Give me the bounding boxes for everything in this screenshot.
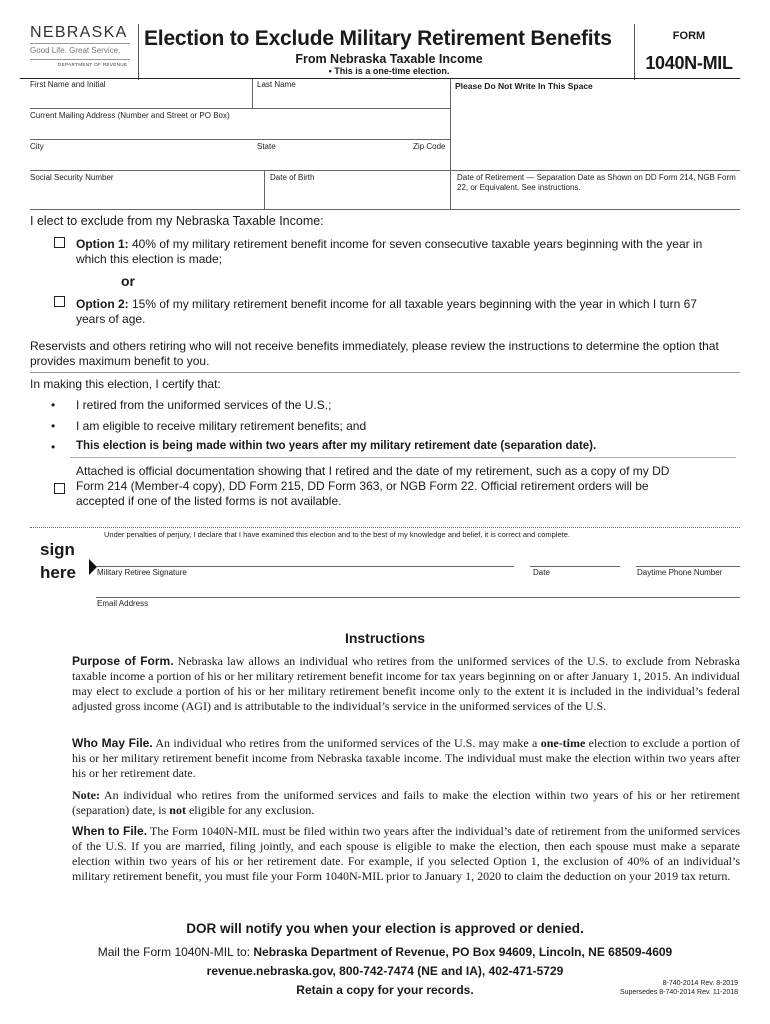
last-name-field[interactable] <box>256 90 448 107</box>
phone-field[interactable] <box>636 548 740 566</box>
documentation-checkbox[interactable] <box>54 483 65 494</box>
zip-label: Zip Code <box>413 142 446 151</box>
option2-checkbox[interactable] <box>54 296 65 307</box>
mail-address: Nebraska Department of Revenue, PO Box 94609, Lincoln, NE 68509-4609 <box>253 945 673 959</box>
logo-department: DEPARTMENT OF REVENUE <box>58 62 128 67</box>
who-may-file-label: Who May File. <box>72 736 153 750</box>
email-label: Email Address <box>97 599 149 608</box>
logo-tagline: Good Life. Great Service. <box>30 46 121 55</box>
signature-field[interactable] <box>96 548 514 566</box>
retirement-date-field[interactable] <box>457 194 737 208</box>
option2-text: Option 2: 15% of my military retirement benefit income for all taxable years beginning with the year in which I turn 67 years of age. <box>76 297 697 326</box>
certify-item-2: I am eligible to receive military retirement benefits; and <box>76 419 367 433</box>
ssn-field[interactable] <box>30 185 260 207</box>
mail-prefix: Mail the Form 1040N-MIL to: <box>97 945 254 959</box>
note-paragraph: Note: An individual who retires from the uniformed services and fails to make the election within two years of his or her retirement (separation) date, is not eligible for any exclusion. <box>72 788 740 817</box>
contact-line: revenue.nebraska.gov, 800-742-7474 (NE and IA), 402-471-5729 <box>206 964 564 978</box>
city-label: City <box>30 142 44 151</box>
last-name-label: Last Name <box>257 80 296 89</box>
certify-intro: In making this election, I certify that: <box>30 377 221 391</box>
election-intro: I elect to exclude from my Nebraska Taxable Income: <box>30 214 324 228</box>
zip-field[interactable] <box>410 152 448 169</box>
do-not-write-label: Please Do Not Write In This Space <box>455 81 593 91</box>
documentation-text: Attached is official documentation showing that I retired and the date of my retirement, such as a copy of my DD Form 214 (Member-4 copy), DD Form 215, DD Form 363, or NGB Form 22. Official retirement orders will be accepted if one of the listed forms is not available. <box>76 464 670 508</box>
note-label: Note: <box>72 788 100 802</box>
retirement-date-label: Date of Retirement — Separation Date as Shown on DD Form 214, NGB Form 22, or Equivalent. See instructions. <box>457 173 736 192</box>
address-label: Current Mailing Address (Number and Street or PO Box) <box>30 111 230 120</box>
notify-statement: DOR will notify you when your election is approved or denied. <box>186 921 584 936</box>
option1-text: Option 1: 40% of my military retirement benefit income for seven consecutive taxable years beginning with the year in which this election is made; <box>76 237 703 266</box>
dob-field[interactable] <box>270 185 446 207</box>
when-to-file-label: When to File. <box>72 824 148 838</box>
form-title: Election to Exclude Military Retirement Benefits <box>144 27 612 50</box>
address-field[interactable] <box>30 121 448 138</box>
city-field[interactable] <box>30 152 250 169</box>
dob-label: Date of Birth <box>270 173 315 182</box>
option1-checkbox[interactable] <box>54 237 65 248</box>
revision-number: 8-740-2014 Rev. 8-2019 <box>662 980 738 987</box>
certify-bullet: • <box>51 398 56 412</box>
perjury-statement: Under penalties of perjury, I declare that I have examined this election and to the best of my knowledge and belief, it is correct and complete. <box>104 530 570 539</box>
option2-label: Option 2: <box>76 297 129 311</box>
first-name-label: First Name and Initial <box>30 80 106 89</box>
form-number: 1040N-MIL <box>645 53 733 73</box>
who-may-file-paragraph: Who May File. An individual who retires from the uniformed services of the U.S. may make a one-time election to exclude a portion of his or her military retirement benefit income from Nebraska taxable income. The individual must make the election within two years after his or her retirement date. <box>72 736 740 780</box>
date-label: Date <box>533 568 550 577</box>
first-name-field[interactable] <box>30 90 250 107</box>
state-label: State <box>257 142 276 151</box>
state-field[interactable] <box>256 152 406 169</box>
here-word: here <box>40 563 76 582</box>
purpose-paragraph: Purpose of Form. Nebraska law allows an individual who retires from the uniformed services of the U.S. to exclude from Nebraska taxable income a portion of his or her military retirement benefit income for tax years beginning on or after January 1, 2015. An individual may elect to exclude a portion of his or her military retirement benefit income only to the extent it is included in the individual’s federal adjusted gross income (AGI) and is attributable to the individual’s service in the uniformed services of the U.S. <box>72 654 740 713</box>
phone-label: Daytime Phone Number <box>637 568 723 577</box>
logo-word: NEBRASKA <box>30 24 128 41</box>
signature-label: Military Retiree Signature <box>97 568 187 577</box>
ssn-label: Social Security Number <box>30 173 114 182</box>
certify-bullet: • <box>51 440 56 454</box>
form-subtitle: From Nebraska Taxable Income <box>295 52 483 66</box>
form-label: FORM <box>672 30 706 42</box>
one-time-note: • This is a one-time election. <box>328 66 450 76</box>
sign-word: sign <box>40 540 75 559</box>
date-field[interactable] <box>530 548 620 566</box>
mail-line <box>0 945 770 959</box>
when-to-file-paragraph: When to File. The Form 1040N-MIL must be filed within two years after the individual’s date of retirement from the uniformed services of the U.S. If you are married, filing jointly, and each spouse is eligible to make the election, then each spouse must make a separate election within two years of his or her retirement date. For example, if you selected Option 1, the exclusion of 40% of an individual’s military retirement benefit, you must file your Form 1040N-MIL prior to January 1, 2020 to claim the deduction on your 2019 tax return. <box>72 824 740 883</box>
email-field[interactable] <box>96 579 740 597</box>
supersedes-note: Supersedes 8-740-2014 Rev. 11-2018 <box>619 989 738 996</box>
option1-label: Option 1: <box>76 237 129 251</box>
certify-bullet: • <box>51 419 56 433</box>
or-separator: or <box>121 273 135 289</box>
certify-item-1: I retired from the uniformed services of the U.S.; <box>76 398 332 412</box>
purpose-label: Purpose of Form. <box>72 654 174 668</box>
reservists-note: Reservists and others retiring who will not receive benefits immediately, please review the instructions to determine the option that provides maximum benefit to you. <box>30 339 719 368</box>
instructions-heading: Instructions <box>344 630 426 646</box>
department-logo <box>30 24 136 76</box>
retain-note: Retain a copy for your records. <box>296 983 474 997</box>
certify-item-3: This election is being made within two years after my military retirement date (separation date). <box>76 440 597 452</box>
